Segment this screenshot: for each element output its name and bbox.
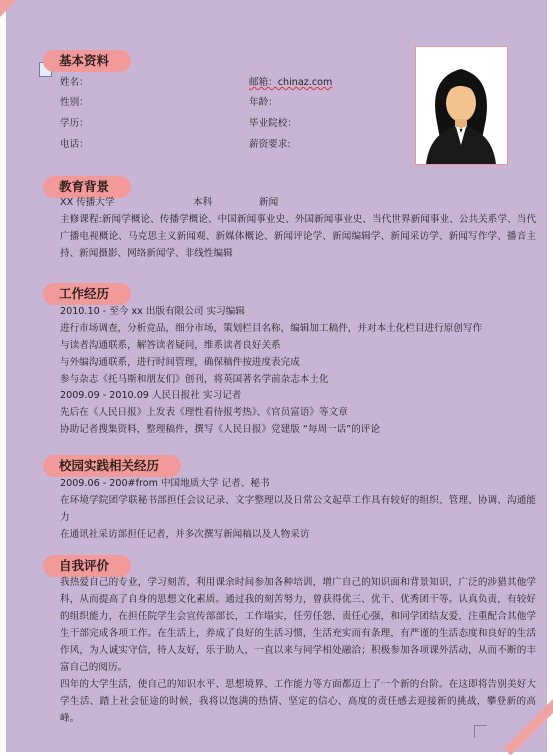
campus-line: 2009.06 - 200#from 中国地质大学 记者、秘书 xyxy=(60,478,270,489)
email-value: 邮箱：chinaz.com xyxy=(249,77,333,88)
age-label: 年龄： xyxy=(249,97,278,108)
school-label: 毕业院校： xyxy=(249,118,297,129)
campus-para: 在环境学院团学联秘书部担任会议记录、文字整理以及日常公文起草工作具有较好的组织、管理、协调、沟通能力 xyxy=(60,495,536,523)
section-work: 工作经历 xyxy=(43,283,131,305)
section-education: 教育背景 xyxy=(43,176,131,198)
resume-page xyxy=(6,0,547,752)
work-line: 与外编沟通联系，进行时间管理，确保稿件按进度表完成 xyxy=(60,357,300,368)
work-line: 2009.09 - 2010.09 人民日报社 实习记者 xyxy=(60,390,242,401)
work-line: 进行市场调查，分析竞品，细分市场，策划栏目名称，编辑加工稿件，并对本土化栏目进行原创写作 xyxy=(60,323,483,334)
edu-courses: 主修课程:新闻学概论、传播学概论、中国新闻事业史、外国新闻事业史、当代世界新闻事业、公共关系学、当代广播电视概论、马克思主义新闻观、新媒体概论、新闻评论学、新闻编辑学、新闻采访学、新闻写作学、播音主持、新闻摄影、网络新闻学、非线性编辑 xyxy=(60,214,536,259)
work-line: 2010.10 - 至今 xx 出版有限公司 实习编辑 xyxy=(60,306,245,317)
email-label xyxy=(249,74,332,91)
edu-school: XX 传播大学 xyxy=(60,197,115,208)
corner-ribbon-top-left xyxy=(0,0,58,22)
section-self-evaluation: 自我评价 xyxy=(43,555,131,577)
campus-line: 在通讯社采访部担任记者，并多次撰写新闻稿以及人物采访 xyxy=(60,529,310,540)
degree-label: 学历： xyxy=(60,118,89,129)
profile-photo xyxy=(415,46,508,165)
edu-level: 本科 xyxy=(193,197,213,208)
page-corner-mark xyxy=(474,725,487,738)
work-line: 与读者沟通联系，解答读者疑问，维系读者良好关系 xyxy=(60,340,281,351)
edu-major: 新闻 xyxy=(259,197,279,208)
work-line: 先后在《人民日报》上发表《理性看待报考热》、《官员富语》等文章 xyxy=(60,407,348,418)
work-line: 协助记者搜集资料，整理稿件，撰写《人民日报》党建版 “每周一话”的评论 xyxy=(60,424,380,435)
phone-label: 电话： xyxy=(60,139,89,150)
name-label: 姓名： xyxy=(60,77,89,88)
businesswoman-avatar-icon xyxy=(416,47,507,164)
self-para-2: 四年的大学生活，使自己的知识水平、思想境界、工作能力等方面都迈上了一个新的台阶。在这即将告别美好大学生活、踏上社会征途的时候，我将以饱满的热情、坚定的信心、高度的责任感去迎接新的挑战，攀登新的高峰。 xyxy=(60,679,536,724)
gender-label: 性别： xyxy=(60,97,89,108)
section-campus: 校园实践相关经历 xyxy=(43,455,181,477)
self-para-1: 我热爱自己的专业，学习刻苦，利用课余时间参加各种培训，增广自己的知识面和背景知识，广泛的涉猎其他学科，从而提高了自身的思想文化素质。通过我的刻苦努力，曾获得优三、优干、优秀团干等。认真负责，有较好的组织能力，在担任院学生会宣传部部长，工作塌实，任劳任怨，责任心强，和同学团结友爱，注重配合其他学生干部完成各项工作。在生活上，养成了良好的生活习惯，生活充实而有条理，有严谨的生活态度和良好的生活作风，为人诚实守信，待人友好，乐于助人，一直以来与同学相处融洽；积极参加各项课外活动，从而不断的丰富自己的阅历。 xyxy=(60,577,536,673)
work-line: 参与杂志《托马斯和朋友们》创刊，将英国著名学前杂志本土化 xyxy=(60,374,329,385)
section-basic-info: 基本资料 xyxy=(43,50,131,72)
salary-label: 薪资要求: xyxy=(249,139,291,150)
